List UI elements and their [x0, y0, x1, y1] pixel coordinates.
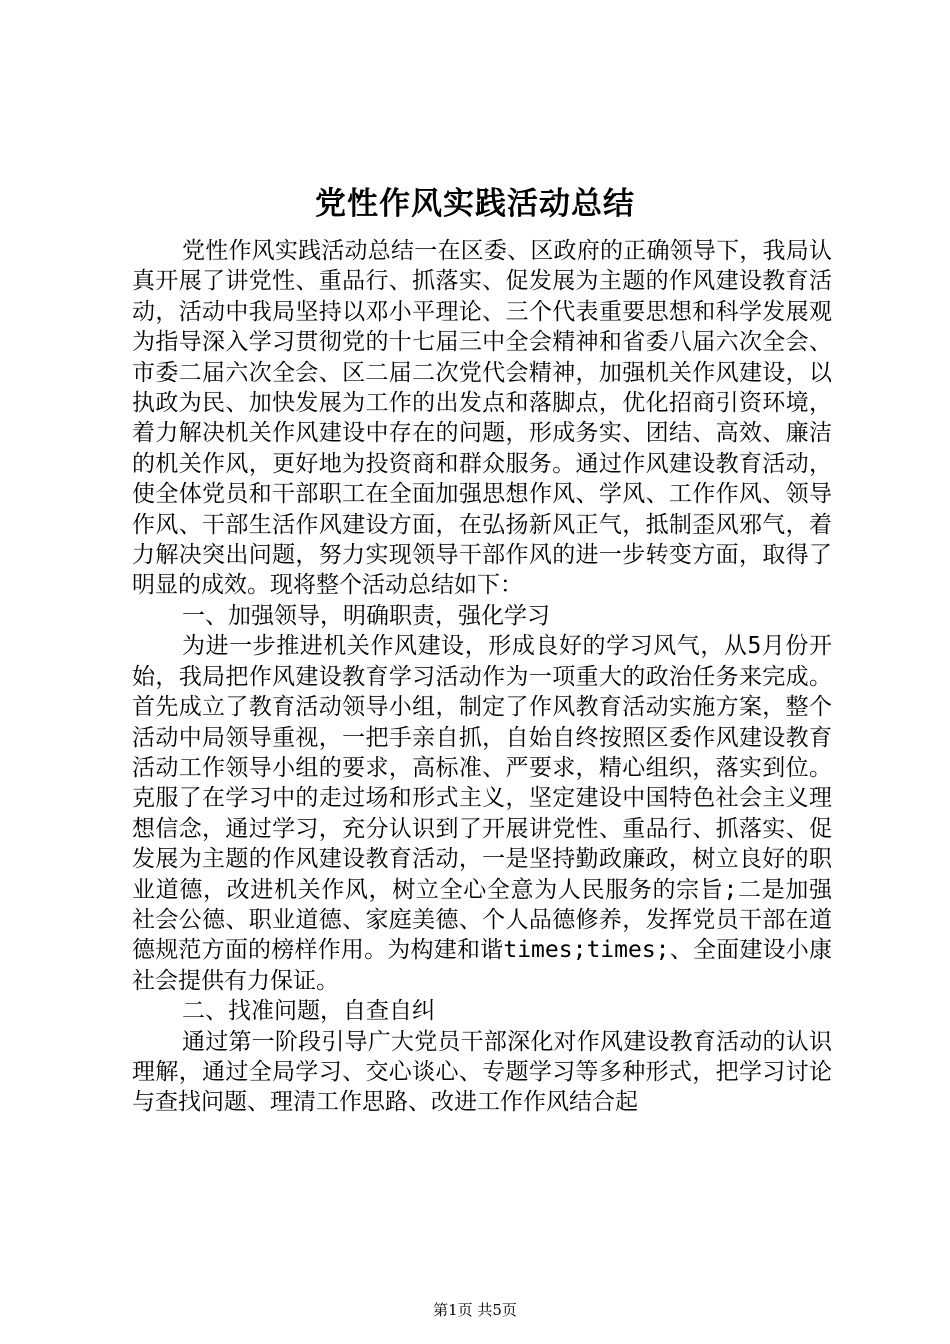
section-heading-1: 一、加强领导，明确职责，强化学习	[182, 602, 550, 629]
document-title: 党性作风实践活动总结	[315, 186, 635, 222]
page-number-footer: 第1页 共5页	[433, 1301, 517, 1319]
paragraph-intro: 党性作风实践活动总结一在区委、区政府的正确领导下，我局认真开展了讲党性、重品行、抓落实、促发展为主题的作风建设教育活动，活动中我局坚持以邓小平理论、三个代表重要思想和科学发展观为指导深入学习贯彻党的十七届三中全会精神和省委八届六次全会、市委二届六次全会、区二届二次党代会精神，加强机关作风建设，以执政为民、加快发展为工作的出发点和落脚点，优化招商引资环境，着力解决机关作风建设中存在的问题，形成务实、团结、高效、廉洁的机关作风，更好地为投资商和群众服务。通过作风建设教育活动，使全体党员和干部职工在全面加强思想作风、学风、工作作风、领导作风、干部生活作风建设方面，在弘扬新风正气，抵制歪风邪气，着力解决突出问题，努力实现领导干部作风的进一步转变方面，取得了明显的成效。现将整个活动总结如下：	[132, 238, 832, 599]
paragraph-section-1: 为进一步推进机关作风建设，形成良好的学习风气，从5月份开始，我局把作风建设教育学习活动作为一项重大的政治任务来完成。首先成立了教育活动领导小组，制定了作风教育活动实施方案，整个活动中局领导重视，一把手亲自抓，自始自终按照区委作风建设教育活动工作领导小组的要求，高标准、严要求，精心组织，落实到位。克服了在学习中的走过场和形式主义，坚定建设中国特色社会主义理想信念，通过学习，充分认识到了开展讲党性、重品行、抓落实、促发展为主题的作风建设教育活动，一是坚持勤政廉政，树立良好的职业道德，改进机关作风，树立全心全意为人民服务的宗旨;二是加强社会公德、职业道德、家庭美德、个人品德修养，发挥党员干部在道德规范方面的榜样作用。为构建和谐times;times;、全面建设小康社会提供有力保证。	[132, 633, 832, 994]
paragraph-section-2: 通过第一阶段引导广大党员干部深化对作风建设教育活动的认识理解，通过全局学习、交心谈心、专题学习等多种形式，把学习讨论与查找问题、理清工作思路、改进工作作风结合起	[132, 1028, 832, 1116]
document-body	[132, 236, 832, 1118]
section-heading-2: 二、找准问题，自查自纠	[182, 998, 435, 1025]
